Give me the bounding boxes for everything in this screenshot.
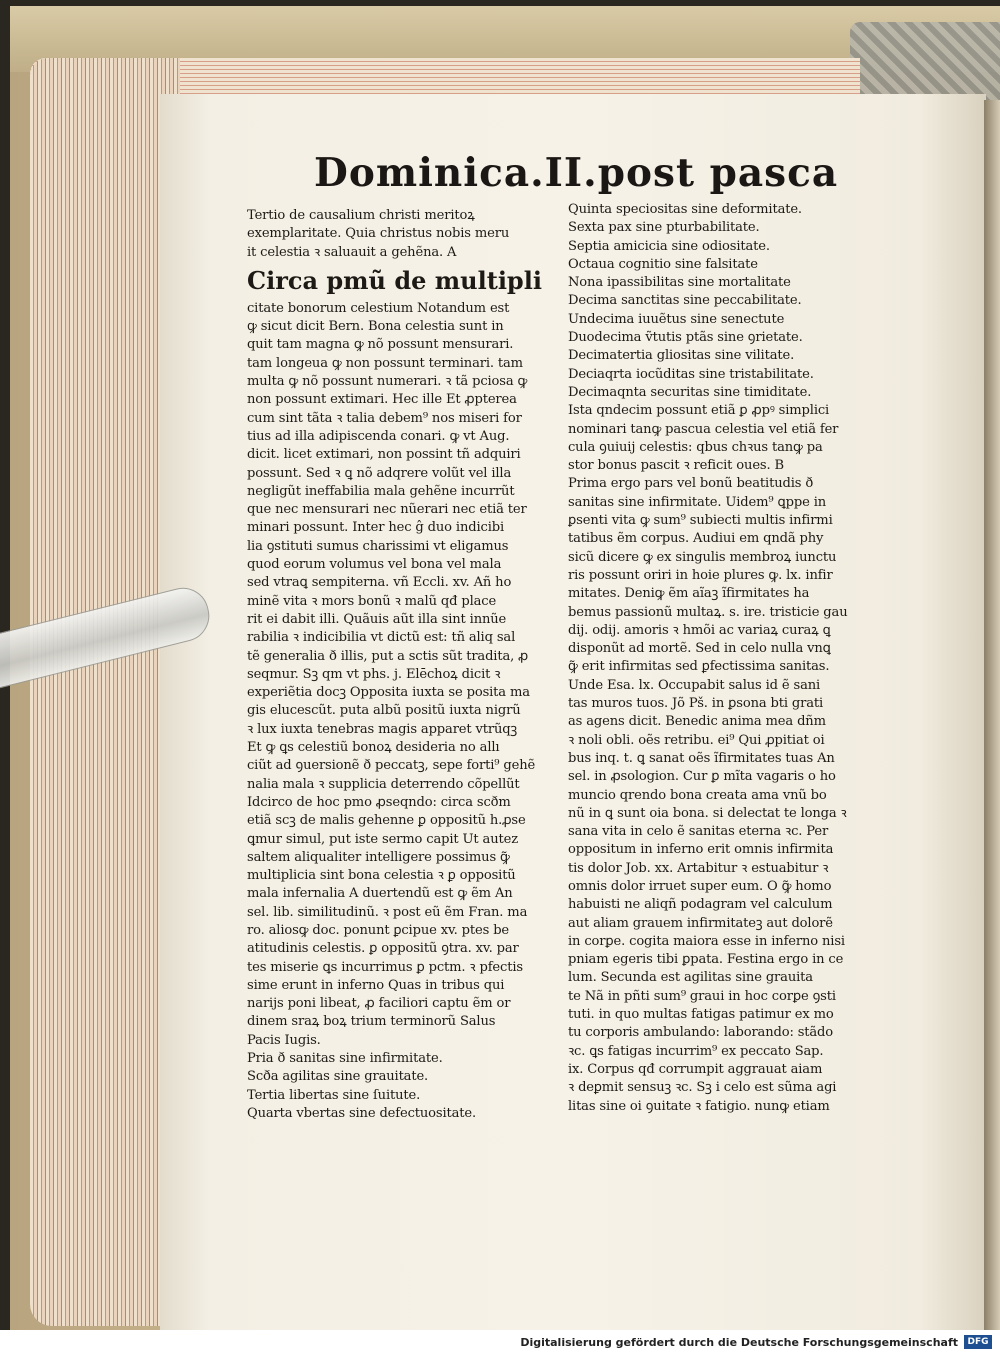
text-line: sime erunt in inferno Quas in tribus qui (247, 977, 505, 993)
text-line: sel. in ꝓsologion. Cur ꝑ mĩta vagaris o ho (568, 769, 836, 785)
text-line: seqmur. Sꝫ qm vt phs. j. Elēchoꝝ dicit ꝛ (247, 666, 501, 682)
text-line: tas muros tuos. Jõ Pš. in ꝑsona bti grati (568, 696, 824, 712)
text-line: Nona ipassibilitas sine mortalitate (568, 275, 791, 291)
text-line: ꝗmur simul, put iste sermo capit Ut autez (247, 831, 518, 847)
text-line: ix. Corpus qđ corrumpit aggrauat aiam (568, 1061, 823, 1077)
text-line: ro. aliosꝙ doc. ponunt ꝑcipue xv. ptes be (247, 922, 510, 938)
dfg-logo: DFG (964, 1335, 992, 1349)
text-line: sana vita in celo ẽ sanitas eterna ꝛc. Per (568, 824, 829, 840)
text-line: Quinta speciositas sine deformitate. (568, 202, 802, 217)
text-line: tis dolor Job. xx. Artabitur ꝛ estuabitur ꝛ (568, 860, 829, 876)
right-body (568, 201, 847, 1116)
text-line: atitudinis celestis. ꝑ oppositũ ꝯtra. xv. par (247, 941, 519, 957)
text-line: oppositum in inferno erit omnis infirmita (568, 842, 834, 858)
text-line: tatibus ẽm corpus. Audiui em qndã phy (568, 531, 824, 547)
page-edges-left (30, 58, 180, 1326)
text-line: Pacis Iugis. (247, 1032, 321, 1048)
text-line: Tertia libertas sine ſuitute. (247, 1087, 421, 1103)
text-line: saltem aliqualiter intelligere possimus ꝙ̃ (247, 849, 510, 865)
text-line: habuisti ne aliqñ podagram vel calculum (568, 897, 833, 913)
text-line: multiplicia sint bona celestia ꝛ ꝑ oppositũ (247, 868, 516, 884)
metal-clasp (850, 22, 1000, 104)
text-line: lia ꝯstituti sumus charissimi vt eligamus (247, 538, 509, 554)
text-line: Prima ergo pars vel bonũ beatitudis ð (568, 476, 814, 492)
text-line: gis elucescũt. puta albũ positũ iuxta nigrũ (247, 703, 521, 719)
text-line: exemplaritate. Quia christus nobis meru (247, 226, 510, 242)
right-column (568, 201, 847, 1116)
text-line: litas sine oi ꝯuitate ꝛ fatigio. nunꝙ etiam (568, 1098, 830, 1114)
text-line: quit tam magna ꝙ nõ possunt mensurari. (247, 337, 514, 353)
text-line: ꝛ noli obli. oẽs retribu. ei⁹ Qui ꝓpitiat oi (568, 732, 825, 748)
text-line: nalia mala ꝛ supplicia deterrendo cõpellũt (247, 776, 520, 792)
footer-credit: Digitalisierung gefördert durch die Deutsche Forschungsgemeinschaft (520, 1336, 958, 1349)
text-line: multa ꝙ nõ possunt numerari. ꝛ tã pciosa ꝙ (247, 374, 528, 390)
text-line: tius ad illa adipiscenda conari. ꝙ vt Aug. (247, 428, 510, 444)
text-line: in corꝑe. cogita maiora esse in inferno nisi (568, 933, 845, 949)
text-line: minẽ vita ꝛ mors bonũ ꝛ malũ qđ place (247, 593, 497, 609)
text-line: Deciaqrta iocũditas sine tristabilitate. (568, 366, 814, 382)
text-line: as agens dicit. Benedic anima mea dñm (568, 714, 826, 730)
text-line: Quarta vbertas sine defectuositate. (247, 1105, 476, 1121)
text-line: sanitas sine infirmitate. Uidem⁹ ꝗppe in (568, 494, 827, 510)
text-line: pniam egeris tibi ꝑpata. Festina ergo in ce (568, 952, 844, 968)
left-body (247, 300, 542, 1123)
text-line: Decimaqnta securitas sine timiditate. (568, 384, 812, 400)
text-line: ꝛ deꝑmit sensuꝫ ꝛc. Sꝫ i celo est sũma agi (568, 1080, 837, 1096)
text-line: ꝑsenti vita ꝙ sum⁹ subiecti multis infirmi (568, 513, 833, 529)
text-line: ciũt ad ꝯuersionẽ ð peccatꝫ, sepe forti⁹ gehẽ (247, 758, 536, 774)
text-line: mala infernalia A duertendũ est ꝙ ẽm An (247, 886, 513, 902)
text-line: dinem sraꝝ boꝝ trium terminorũ Salus (247, 1014, 496, 1030)
left-column (247, 207, 542, 1123)
text-line: dij. odij. amoris ꝛ hmõi ac variaꝝ curaꝝ ꝗ (568, 622, 831, 638)
text-line: it celestia ꝛ saluauit a gehẽna. A (247, 244, 457, 260)
text-line: Ista qndecim possunt etiã ꝑ ꝓpꝰ simplici (568, 403, 830, 419)
text-line: nominari tanꝙ pascua celestia vel etiã fer (568, 421, 839, 437)
page-heading: Dominica.II.post pasca (314, 150, 839, 196)
text-line: negligũt ineffabilia mala gehẽne incurrũt (247, 483, 515, 499)
text-line: mitates. Deniꝙ ẽm aĩaꝫ ĩfirmitates ha (568, 586, 810, 602)
text-line: disponũt ad mortẽ. Sed in celo nulla vnꝗ (568, 641, 831, 657)
text-line: Septia amicicia sine odiositate. (568, 238, 770, 254)
text-line: tu corporis ambulando: laborando: stãdo (568, 1025, 834, 1041)
text-line: stor bonus pascit ꝛ reficit oues. B (568, 458, 784, 474)
text-line: Decima sanctitas sine peccabilitate. (568, 293, 802, 309)
page-gutter (984, 100, 1000, 1330)
text-line: Decimatertia gliositas sine vilitate. (568, 348, 795, 364)
text-line: experiẽtia docꝫ Opposita iuxta se posita ma (247, 685, 530, 701)
text-line: Undecima iuuẽtus sine senectute (568, 311, 785, 327)
text-line: narijs poni libeat, ꝓ faciliori captu ẽm or (247, 996, 511, 1012)
text-line: ris possunt oriri in hoie plures ꝙ. lx. infir (568, 567, 833, 583)
text-line: minari possunt. Inter hec ĝ duo indicibi (247, 520, 505, 536)
text-line: ꝙ̃ erit infirmitas sed ꝑfectissima sanitas. (568, 659, 830, 675)
text-line: nũ in ꝗ sunt oia bona. si delectat te longa ꝛ (568, 805, 847, 821)
text-line: Pria ð sanitas sine infirmitate. (247, 1051, 443, 1067)
text-line: omnis dolor irruet super eum. O ꝙ̃ homo (568, 878, 832, 894)
text-line: sicũ dicere ꝙ ex singulis membroꝝ iunctu (568, 549, 837, 565)
text-line: ꝛc. ꝗs fatigas incurrim⁹ ex peccato Sap. (568, 1043, 824, 1059)
text-line: aut aliam grauem infirmitateꝫ aut dolorẽ (568, 915, 833, 931)
section-initial-line: Circa pmũ de multipli (247, 265, 542, 295)
text-line: Et ꝙ ꝗs celestiũ bonoꝝ desideria no allı (247, 740, 500, 756)
text-line: dicit. licet extimari, non possint tñ adquiri (247, 447, 521, 463)
text-line: tẽ generalia ð illis, put a sctis sũt tradita, ꝓ (247, 648, 529, 664)
text-line: quod eorum volumus vel bona vel mala (247, 557, 502, 573)
text-line: tes miserie ꝗs incurrimus ꝑ pctm. ꝛ pfectis (247, 959, 523, 975)
text-line: cum sint tãta ꝛ talia debem⁹ nos miseri for (247, 410, 522, 426)
text-line: tam longeua ꝙ non possunt terminari. tam (247, 355, 523, 371)
text-line: ꝛ lux iuxta tenebras magis apparet vtrũqꝫ (247, 721, 518, 737)
text-line: te Nã in pñti sum⁹ graui in hoc corꝑe ꝯsti (568, 988, 836, 1004)
text-line: muncio qrendo bona creata ama vnũ bo (568, 787, 827, 803)
text-line: Tertio de causalium christi meritoꝝ (247, 208, 475, 223)
text-line: sed vtraꝗ sempiterna. vñ Eccli. xv. Añ ho (247, 575, 512, 591)
text-line: lum. Secunda est agilitas sine grauita (568, 970, 813, 986)
text-line: que nec mensurari nec nũerari nec etiã ter (247, 502, 527, 518)
text-line: Duodecima ṽtutis ptãs sine ꝯrietate. (568, 330, 803, 346)
text-line: bus inq. t. ꝗ sanat oẽs ĩfirmitates tuas An (568, 750, 835, 766)
text-line: possunt. Sed ꝛ ꝗ nõ adqrere volũt vel illa (247, 465, 512, 481)
text-line: bemus passionũ multaꝝ. s. ire. tristicie gau (568, 604, 848, 620)
text-line: rabilia ꝛ indicibilia vt dictũ est: tñ aliq sal (247, 630, 516, 646)
text-line: non possunt extimari. Hec ille Et ꝓpterea (247, 392, 517, 408)
text-line: ꝙ sicut dicit Bern. Bona celestia sunt in (247, 319, 504, 335)
text-line: Idcirco de hoc pmo ꝓseqndo: circa scðm (247, 794, 511, 810)
text-line: rit ei dabit illi. Quãuis aũt illa sint innũe (247, 611, 507, 627)
text-line: Unde Esa. lx. Occupabit salus id ẽ sani (568, 677, 821, 693)
text-line: tuti. in quo multas fatigas patimur ex mo (568, 1007, 834, 1023)
text-line: cula ꝯuiuij celestis: qbus chꝛus tanꝙ pa (568, 439, 823, 455)
text-line: citate bonorum celestium Notandum est (247, 300, 510, 316)
text-line: Scða agilitas sine grauitate. (247, 1069, 429, 1085)
text-line: Sexta pax sine pturbabilitate. (568, 220, 760, 236)
text-line: etiã scꝫ de malis gehenne ꝑ oppositũ h.ꝓse (247, 813, 526, 829)
text-line: sel. lib. similitudinũ. ꝛ post eũ ẽm Fran. ma (247, 904, 528, 920)
text-line: Octaua cognitio sine falsitate (568, 256, 758, 272)
